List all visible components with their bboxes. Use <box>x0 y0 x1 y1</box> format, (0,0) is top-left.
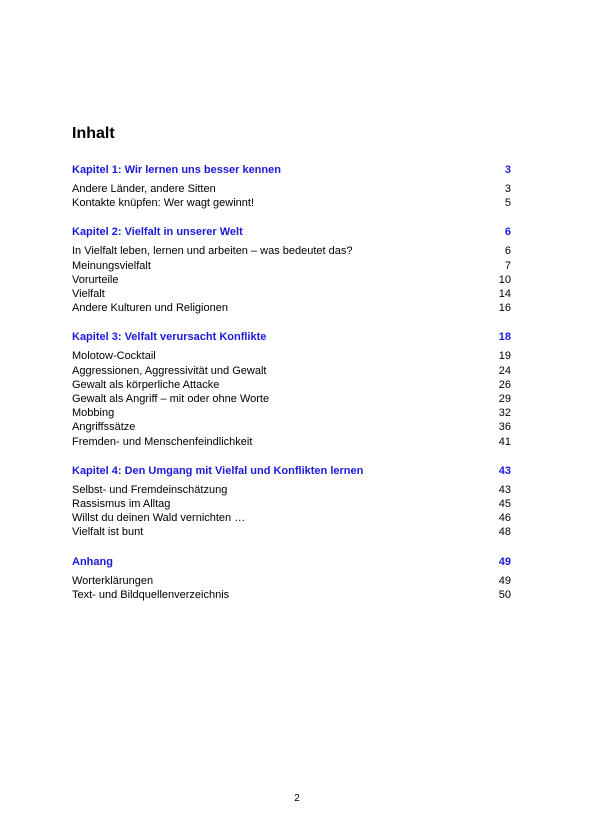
toc-entry-title: Kontakte knüpfen: Wer wagt gewinnt! <box>72 197 255 210</box>
page-number: 2 <box>294 793 300 804</box>
toc-entry-title: Vielfalt ist bunt <box>72 526 144 539</box>
toc-chapter-3 <box>72 329 511 448</box>
toc-chapter-page: 49 <box>498 555 511 568</box>
toc-entry-page: 32 <box>498 407 511 420</box>
toc-entry-page: 45 <box>498 498 511 511</box>
toc-entry-title: Willst du deinen Wald vernichten … <box>72 512 246 525</box>
toc-entry-page: 49 <box>498 574 511 587</box>
toc-entry-page: 36 <box>498 421 511 434</box>
toc-entry-page: 26 <box>498 378 511 391</box>
toc-entry[interactable] <box>72 287 511 301</box>
toc-chapter-appendix <box>72 554 511 602</box>
toc-chapter-title: Kapitel 1: Wir lernen uns besser kennen <box>72 164 281 176</box>
toc-entry[interactable] <box>72 259 511 273</box>
toc-chapter-title: Kapitel 4: Den Umgang mit Vielfal und Konflikten lernen <box>72 464 364 477</box>
toc-entry[interactable] <box>72 349 511 363</box>
toc-chapter-heading[interactable] <box>72 224 511 240</box>
toc-entry-title: Angriffssätze <box>72 421 136 434</box>
toc-entry-page: 24 <box>498 364 511 377</box>
toc-chapter-1 <box>72 162 511 210</box>
toc-entry[interactable] <box>72 196 511 210</box>
toc-entry-page: 41 <box>498 435 511 448</box>
toc-entry-title: Vielfalt <box>72 288 105 301</box>
toc-chapter-heading[interactable] <box>72 554 511 570</box>
toc-entry-title: Andere Länder, andere Sitten <box>72 183 216 195</box>
toc-entry[interactable] <box>72 406 511 420</box>
toc-entry-title: Rassismus im Alltag <box>72 498 171 511</box>
table-of-contents <box>72 162 511 616</box>
toc-chapter-heading[interactable] <box>72 463 511 479</box>
toc-entry[interactable] <box>72 273 511 287</box>
toc-chapter-page: 3 <box>504 164 511 176</box>
toc-entry[interactable] <box>72 435 511 449</box>
toc-chapter-page: 18 <box>498 331 511 344</box>
toc-entry-title: Text- und Bildquellenverzeichnis <box>72 588 230 601</box>
toc-chapter-2 <box>72 224 511 315</box>
toc-entry[interactable] <box>72 574 511 588</box>
toc-entry-title: Selbst- und Fremdeinschätzung <box>72 483 228 496</box>
toc-chapter-page: 43 <box>498 464 511 477</box>
toc-entry-page: 43 <box>498 483 511 496</box>
toc-entry-title: Vorurteile <box>72 273 119 286</box>
toc-entry[interactable] <box>72 244 511 258</box>
page-title: Inhalt <box>72 125 115 142</box>
toc-entry-page: 10 <box>498 273 511 286</box>
toc-entry-page: 7 <box>504 259 511 272</box>
toc-chapter-heading[interactable] <box>72 162 511 178</box>
toc-entry-page: 14 <box>498 288 511 301</box>
toc-chapter-title: Anhang <box>72 555 113 568</box>
toc-entry-title: Aggressionen, Aggressivität und Gewalt <box>72 364 267 377</box>
toc-entry-page: 48 <box>498 526 511 539</box>
toc-entry-page: 6 <box>504 245 511 258</box>
toc-entry-title: Molotow-Cocktail <box>72 350 156 363</box>
toc-entry[interactable] <box>72 182 511 196</box>
toc-entry[interactable] <box>72 420 511 434</box>
toc-chapter-4 <box>72 463 511 540</box>
toc-entry[interactable] <box>72 364 511 378</box>
toc-entry-page: 29 <box>498 393 511 406</box>
toc-entry-title: Worterklärungen <box>72 574 154 587</box>
toc-entry[interactable] <box>72 497 511 511</box>
toc-entry-title: Gewalt als Angriff – mit oder ohne Worte <box>72 393 270 406</box>
toc-entry-page: 46 <box>498 512 511 525</box>
toc-entry-page: 19 <box>498 350 511 363</box>
toc-entry[interactable] <box>72 511 511 525</box>
toc-entry-page: 5 <box>504 197 511 210</box>
toc-entry[interactable] <box>72 301 511 315</box>
toc-entry-title: Gewalt als körperliche Attacke <box>72 378 220 391</box>
toc-entry-title: Mobbing <box>72 407 115 420</box>
toc-entry[interactable] <box>72 525 511 539</box>
toc-entry-title: Meinungsvielfalt <box>72 259 151 272</box>
toc-entry[interactable] <box>72 392 511 406</box>
toc-entry[interactable] <box>72 588 511 602</box>
toc-entry-page: 16 <box>498 302 511 315</box>
toc-entry-title: In Vielfalt leben, lernen und arbeiten – was bedeutet das? <box>72 245 353 258</box>
toc-entry-page: 50 <box>498 588 511 601</box>
toc-entry[interactable] <box>72 483 511 497</box>
toc-chapter-page: 6 <box>504 226 511 239</box>
toc-chapter-heading[interactable] <box>72 329 511 345</box>
toc-entry-title: Andere Kulturen und Religionen <box>72 302 228 315</box>
toc-entry-page: 3 <box>504 183 511 195</box>
toc-entry[interactable] <box>72 378 511 392</box>
toc-chapter-title: Kapitel 2: Vielfalt in unserer Welt <box>72 226 243 239</box>
toc-chapter-title: Kapitel 3: Velfalt verursacht Konflikte <box>72 331 267 344</box>
toc-entry-title: Fremden- und Menschenfeindlichkeit <box>72 435 253 448</box>
